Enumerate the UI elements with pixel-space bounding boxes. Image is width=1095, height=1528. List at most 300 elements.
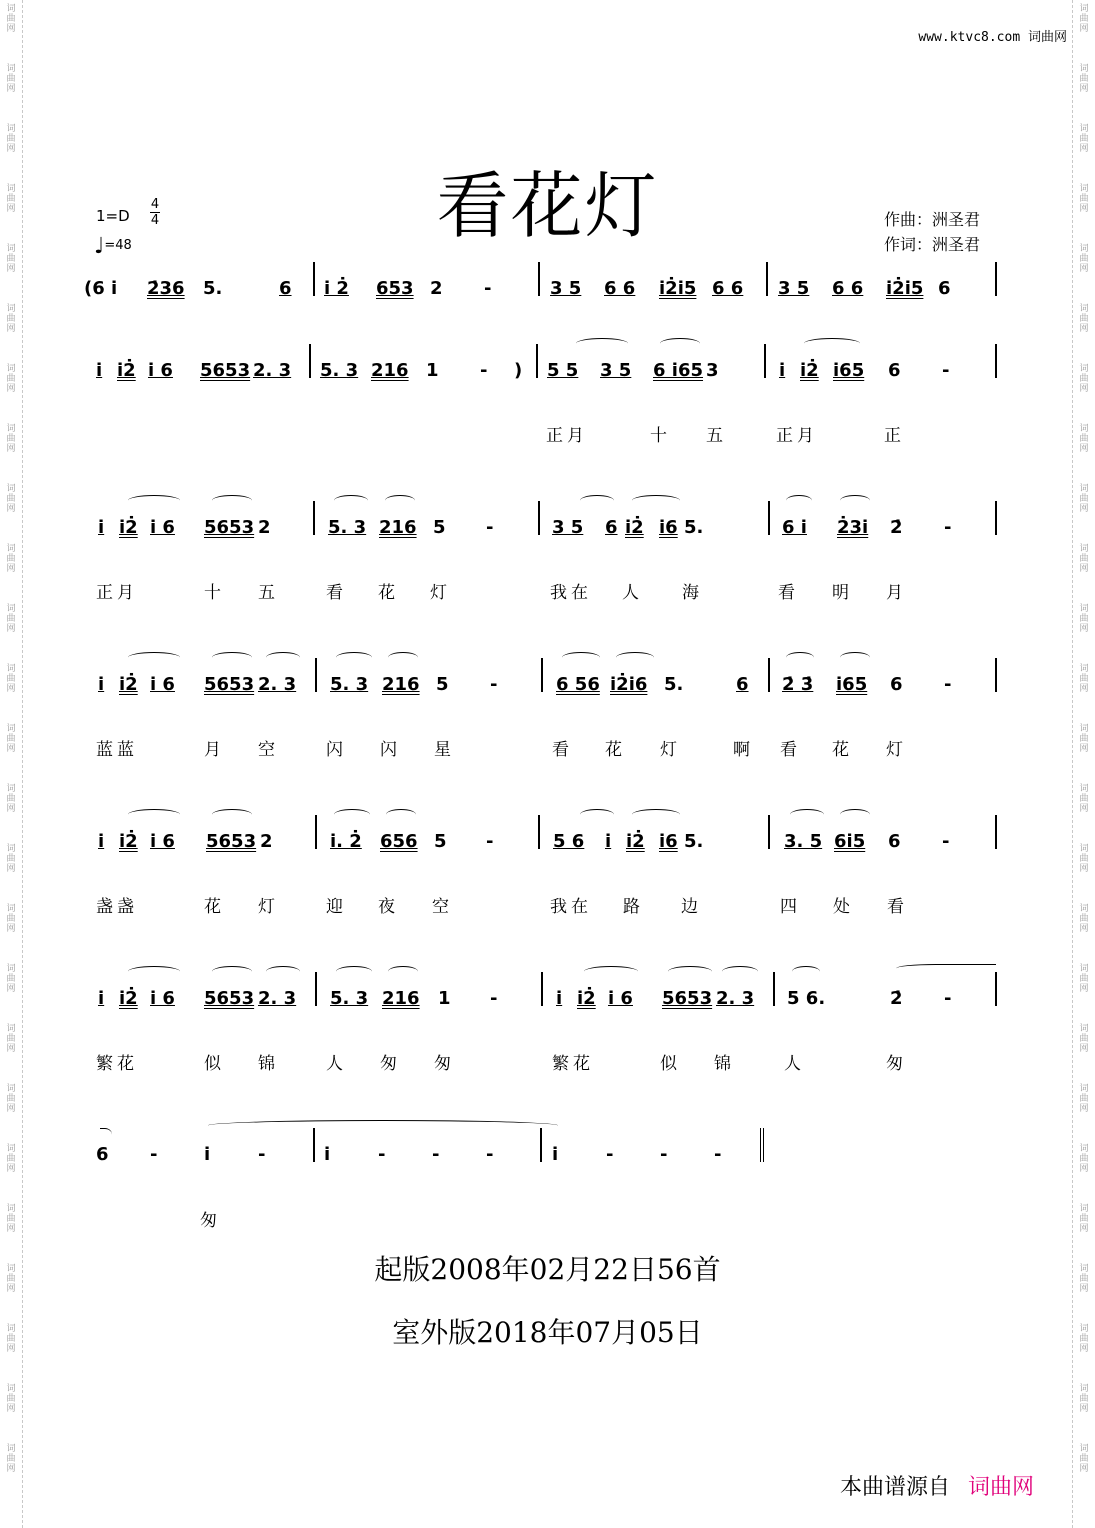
lyric-word: 花 [204, 897, 225, 917]
song-title: 看花灯 [436, 164, 659, 248]
watermark-char: 曲 [1079, 434, 1089, 444]
watermark-mark [1073, 1444, 1095, 1474]
lyric-word: 啊 [733, 740, 754, 760]
score-note: i 6 [148, 360, 173, 381]
watermark-char: 曲 [1079, 974, 1089, 984]
source-brand-link[interactable]: 词曲网 [968, 1475, 1035, 1500]
slur [722, 966, 758, 977]
lyrics-row-5 [0, 892, 1095, 916]
lyric-word: 人 [784, 1054, 805, 1074]
lyric-word: 正月 [776, 426, 818, 446]
watermark-char: 曲 [6, 914, 16, 924]
lyrics-row-3 [0, 578, 1095, 602]
watermark-char: 曲 [6, 854, 16, 864]
watermark-mark [0, 1384, 22, 1414]
source-credit [840, 1470, 1034, 1501]
barline [766, 262, 768, 296]
score-note: i 2̇ [324, 278, 349, 299]
watermark-char: 曲 [6, 674, 16, 684]
watermark-char: 曲 [6, 134, 16, 144]
watermark-char: 曲 [6, 1334, 16, 1344]
watermark-char: 词 [6, 304, 16, 314]
watermark-char: 词 [1079, 1024, 1089, 1034]
watermark-char: 词 [6, 1024, 16, 1034]
watermark-char: 网 [6, 444, 16, 454]
slur [840, 809, 870, 820]
lyric-word: 匆 [200, 1211, 221, 1231]
time-sig-top: 4 [150, 197, 160, 212]
barline [315, 815, 317, 849]
score-note: i2̇i5 [886, 278, 924, 299]
lyric-word: 十 [204, 583, 225, 603]
watermark-char: 网 [1079, 1224, 1089, 1234]
watermark-char: 网 [1079, 384, 1089, 394]
lyric-word: 看 [778, 583, 799, 603]
slur [790, 809, 824, 820]
watermark-char: 网 [6, 744, 16, 754]
watermark-mark [0, 1444, 22, 1474]
slur [576, 338, 628, 349]
score-note: 6 [938, 278, 951, 299]
score-note: - [486, 1144, 494, 1165]
score-note: 5. [684, 517, 704, 538]
score-note: - [486, 831, 494, 852]
watermark-char: 曲 [6, 314, 16, 324]
slur [840, 652, 870, 663]
lyric-word: 海 [682, 583, 703, 603]
watermark-char: 网 [6, 1104, 16, 1114]
watermark-char: 曲 [1079, 1394, 1089, 1404]
lyrics-row-2 [0, 421, 1095, 445]
slur [388, 966, 418, 977]
slur [128, 495, 180, 506]
watermark-char: 网 [1079, 444, 1089, 454]
time-sig-bottom: 4 [150, 213, 160, 228]
watermark-char: 词 [1079, 184, 1089, 194]
score-note: (6 i [84, 278, 118, 299]
score-note: 2̇3i [837, 517, 869, 538]
watermark-char: 词 [1079, 364, 1089, 374]
score-note: 5653 [204, 517, 255, 538]
watermark-char: 网 [6, 24, 16, 34]
watermark-char: 网 [6, 804, 16, 814]
watermark-mark [1073, 1084, 1095, 1114]
slur [792, 966, 820, 977]
lyric-word: 盏盏 [96, 897, 138, 917]
watermark-char: 网 [6, 1284, 16, 1294]
barline [995, 972, 997, 1006]
watermark-char: 网 [6, 684, 16, 694]
lyric-word: 夜 [378, 897, 399, 917]
score-note: 5. 3 [330, 674, 369, 695]
lyric-word: 闪 [326, 740, 347, 760]
score-note: i 6 [608, 988, 633, 1009]
barline [995, 262, 997, 296]
watermark-char: 网 [6, 504, 16, 514]
score-note: 3. 5 [784, 831, 823, 852]
slur [896, 964, 996, 975]
score-note: 6 [96, 1144, 109, 1165]
barline [538, 501, 540, 535]
barline [536, 344, 538, 378]
watermark-char: 网 [1079, 684, 1089, 694]
watermark-char: 词 [6, 124, 16, 134]
lyric-word: 人 [622, 583, 643, 603]
watermark-char: 词 [1079, 304, 1089, 314]
watermark-char: 网 [6, 1224, 16, 1234]
barline [541, 658, 543, 692]
watermark-char: 曲 [1079, 794, 1089, 804]
watermark-char: 网 [1079, 804, 1089, 814]
watermark-char: 词 [6, 724, 16, 734]
watermark-mark [0, 484, 22, 514]
watermark-char: 网 [1079, 984, 1089, 994]
score-note: i2̇ [800, 360, 819, 381]
score-note: - [378, 1144, 386, 1165]
score-note: 216 [379, 517, 417, 538]
slur [334, 495, 368, 506]
barline [995, 344, 997, 378]
score-note: 653 [376, 278, 414, 299]
slur [208, 1120, 558, 1131]
slur [266, 966, 300, 977]
watermark-char: 曲 [1079, 1454, 1089, 1464]
score-note: 5 5 [547, 360, 579, 381]
score-note: i2̇ [577, 988, 596, 1009]
score-note: - [944, 988, 952, 1009]
site-name: 词曲网 [1027, 30, 1067, 45]
watermark-char: 网 [1079, 564, 1089, 574]
watermark-char: 词 [6, 844, 16, 854]
score-note: i [98, 517, 105, 538]
watermark-char: 曲 [1079, 374, 1089, 384]
score-note: i2̇ [119, 988, 138, 1009]
watermark-char: 网 [6, 564, 16, 574]
watermark-char: 词 [6, 1204, 16, 1214]
watermark-char: 曲 [1079, 1154, 1089, 1164]
score-note: ) [514, 360, 523, 381]
score-note: 2. 3 [253, 360, 292, 381]
lyric-word: 灯 [258, 897, 279, 917]
slur [660, 338, 700, 349]
barline [540, 1128, 542, 1162]
watermark-char: 词 [1079, 724, 1089, 734]
barline [773, 972, 775, 1006]
watermark-char: 网 [1079, 84, 1089, 94]
watermark-char: 曲 [6, 734, 16, 744]
lyric-word: 人 [326, 1054, 347, 1074]
lyrics-row-7 [0, 1206, 1095, 1230]
tempo-value: =48 [104, 238, 132, 253]
lyric-word: 花 [605, 740, 626, 760]
score-row-2 [0, 360, 1095, 400]
watermark-char: 词 [6, 484, 16, 494]
score-note: i 6 [150, 988, 175, 1009]
watermark-char: 词 [6, 4, 16, 14]
watermark-char: 网 [6, 864, 16, 874]
lyric-word: 路 [623, 897, 644, 917]
watermark-char: 网 [6, 144, 16, 154]
site-header[interactable] [918, 26, 1067, 45]
score-note: 216 [382, 674, 420, 695]
watermark-char: 曲 [1079, 194, 1089, 204]
lyric-word: 蓝蓝 [96, 740, 138, 760]
score-note: 1 [438, 988, 451, 1009]
barline [313, 501, 315, 535]
slur [128, 809, 180, 820]
score-note: i2̇i5 [659, 278, 697, 299]
watermark-char: 网 [6, 1344, 16, 1354]
score-note: i [552, 1144, 559, 1165]
lyrics-row-4 [0, 735, 1095, 759]
score-note: 2̇ [890, 517, 903, 538]
watermark-char: 词 [1079, 124, 1089, 134]
barline [309, 344, 311, 378]
watermark-char: 网 [1079, 144, 1089, 154]
lyricist-credit: 作词：洲圣君 [884, 235, 981, 254]
lyric-word: 月 [204, 740, 225, 760]
watermark-char: 词 [6, 1144, 16, 1154]
watermark-char: 曲 [6, 254, 16, 264]
watermark-char: 词 [1079, 4, 1089, 14]
score-note: i [605, 831, 612, 852]
score-note: i 6 [150, 831, 175, 852]
watermark-char: 曲 [6, 794, 16, 804]
watermark-char: 网 [6, 204, 16, 214]
score-note: i2̇ [117, 360, 136, 381]
lyric-word: 十 [650, 426, 671, 446]
score-note: 6 6 [712, 278, 744, 299]
lyric-word: 匆 [380, 1054, 401, 1074]
credits [884, 207, 980, 257]
lyric-word: 看 [780, 740, 801, 760]
score-note: - [490, 988, 498, 1009]
score-note: - [942, 831, 950, 852]
score-note: 6i5 [834, 831, 866, 852]
watermark-mark [1073, 1384, 1095, 1414]
watermark-char: 曲 [1079, 314, 1089, 324]
barline [538, 262, 540, 296]
slur [336, 966, 372, 977]
watermark-char: 曲 [6, 1454, 16, 1464]
slur [786, 652, 814, 663]
watermark-char: 曲 [1079, 1034, 1089, 1044]
lyric-word: 花 [832, 740, 853, 760]
watermark-char: 词 [6, 1384, 16, 1394]
watermark-char: 曲 [1079, 1214, 1089, 1224]
watermark-mark [0, 784, 22, 814]
score-note: - [258, 1144, 266, 1165]
site-url[interactable]: www.ktvc8.com [918, 30, 1021, 45]
lyric-word: 正月 [96, 583, 138, 603]
barline [313, 1128, 315, 1162]
watermark-char: 词 [6, 184, 16, 194]
watermark-char: 网 [1079, 744, 1089, 754]
slur [386, 809, 416, 820]
watermark-char: 曲 [1079, 854, 1089, 864]
watermark-char: 网 [6, 984, 16, 994]
watermark-char: 曲 [1079, 914, 1089, 924]
slur [804, 338, 860, 349]
watermark-char: 网 [1079, 864, 1089, 874]
lyric-word: 闪 [380, 740, 401, 760]
key-signature: 1=D [96, 207, 130, 225]
watermark-char: 网 [6, 264, 16, 274]
score-note: - [432, 1144, 440, 1165]
watermark-char: 词 [1079, 64, 1089, 74]
lyric-word: 正月 [546, 426, 588, 446]
watermark-char: 网 [6, 324, 16, 334]
lyric-word: 五 [258, 583, 279, 603]
watermark-char: 词 [6, 1084, 16, 1094]
watermark-char: 曲 [1079, 554, 1089, 564]
watermark-char: 词 [6, 784, 16, 794]
score-note: 5653 [204, 988, 255, 1009]
score-note: 6 [890, 674, 903, 695]
score-note: i2̇ [119, 674, 138, 695]
watermark-char: 词 [6, 364, 16, 374]
watermark-char: 曲 [1079, 1274, 1089, 1284]
watermark-char: 词 [6, 1324, 16, 1334]
barline [315, 972, 317, 1006]
score-note: i2̇i6 [610, 674, 648, 695]
barline [541, 972, 543, 1006]
watermark-char: 词 [1079, 1324, 1089, 1334]
watermark-char: 网 [6, 624, 16, 634]
score-note: 2̇ [890, 988, 903, 1009]
lyric-word: 五 [706, 426, 727, 446]
lyric-word: 看 [552, 740, 573, 760]
score-note: 2̇ 3̇ [782, 674, 814, 695]
watermark-char: 曲 [1079, 134, 1089, 144]
watermark-char: 曲 [1079, 1094, 1089, 1104]
lyric-word: 明 [832, 583, 853, 603]
lyric-word: 看 [887, 897, 908, 917]
score-note: 1 [426, 360, 439, 381]
barline [995, 501, 997, 535]
watermark-char: 曲 [1079, 734, 1089, 744]
score-note: 5 6 [553, 831, 585, 852]
score-note: i65 [836, 674, 868, 695]
lyric-word: 处 [833, 897, 854, 917]
watermark-char: 词 [6, 424, 16, 434]
score-note: 5. 3 [330, 988, 369, 1009]
watermark-mark [1073, 64, 1095, 94]
score-note: i [779, 360, 786, 381]
edition-line-2: 室外版2018年07月05日 [392, 1316, 703, 1349]
watermark-char: 词 [1079, 1264, 1089, 1274]
score-note: 6 [736, 674, 749, 695]
watermark-mark [1073, 4, 1095, 34]
watermark-char: 网 [1079, 504, 1089, 514]
watermark-char: 曲 [6, 1394, 16, 1404]
final-barline [760, 1128, 764, 1162]
score-note: 3 5 [550, 278, 582, 299]
score-note: 216 [382, 988, 420, 1009]
watermark-char: 网 [1079, 1104, 1089, 1114]
lyric-word: 空 [432, 897, 453, 917]
lyric-word: 匆 [434, 1054, 455, 1074]
watermark-char: 曲 [6, 974, 16, 984]
score-note: - [660, 1144, 668, 1165]
barline [313, 262, 315, 296]
watermark-char: 词 [1079, 1144, 1089, 1154]
watermark-char: 曲 [6, 194, 16, 204]
watermark-mark [0, 1084, 22, 1114]
watermark-char: 网 [6, 1464, 16, 1474]
watermark-char: 词 [1079, 1084, 1089, 1094]
score-note: i2̇ [625, 517, 644, 538]
score-note: i65 [833, 360, 865, 381]
score-note: - [942, 360, 950, 381]
watermark-char: 网 [6, 384, 16, 394]
watermark-char: 网 [1079, 1164, 1089, 1174]
lyric-word: 繁花 [552, 1054, 594, 1074]
score-note: 5. [684, 831, 704, 852]
score-note: - [714, 1144, 722, 1165]
watermark-mark [0, 64, 22, 94]
composer-credit: 作曲：洲圣君 [884, 210, 981, 229]
lyrics-row-6 [0, 1049, 1095, 1073]
quarter-note-icon: ♩ [94, 234, 105, 259]
lyric-word: 花 [378, 583, 399, 603]
watermark-char: 曲 [6, 14, 16, 24]
score-note: i 6 [150, 674, 175, 695]
lyric-word: 灯 [886, 740, 907, 760]
watermark-char: 网 [1079, 624, 1089, 634]
score-note: - [484, 278, 492, 299]
score-note: i6 [659, 517, 678, 538]
lyric-word: 正 [884, 426, 905, 446]
slur [580, 809, 614, 820]
watermark-char: 词 [6, 1264, 16, 1274]
lyric-word: 看 [326, 583, 347, 603]
score-note: - [606, 1144, 614, 1165]
watermark-char: 词 [1079, 544, 1089, 554]
slur [212, 966, 252, 977]
score-row-6 [0, 988, 1095, 1028]
score-note: 5653 [662, 988, 713, 1009]
score-note: 6 [279, 278, 292, 299]
watermark-char: 曲 [1079, 494, 1089, 504]
time-signature [150, 197, 160, 228]
watermark-char: 词 [6, 1444, 16, 1454]
watermark-char: 词 [6, 664, 16, 674]
slur [266, 652, 300, 663]
watermark-char: 曲 [6, 1274, 16, 1284]
watermark-char: 曲 [6, 1214, 16, 1224]
score-note: 6 [888, 831, 901, 852]
watermark-mark [1073, 604, 1095, 634]
watermark-char: 曲 [1079, 674, 1089, 684]
watermark-char: 词 [6, 244, 16, 254]
score-note: - [486, 517, 494, 538]
watermark-char: 词 [6, 964, 16, 974]
score-note: i [204, 1144, 211, 1165]
watermark-char: 网 [1079, 924, 1089, 934]
slur [336, 652, 372, 663]
watermark-char: 词 [1079, 604, 1089, 614]
slur [562, 652, 600, 663]
slur [128, 652, 180, 663]
barline [768, 815, 770, 849]
watermark-char: 曲 [1079, 1334, 1089, 1344]
score-note: 5 6. [787, 988, 826, 1009]
watermark-char: 词 [1079, 844, 1089, 854]
slur [388, 652, 418, 663]
score-note: 5653 [204, 674, 255, 695]
slur [584, 966, 638, 977]
